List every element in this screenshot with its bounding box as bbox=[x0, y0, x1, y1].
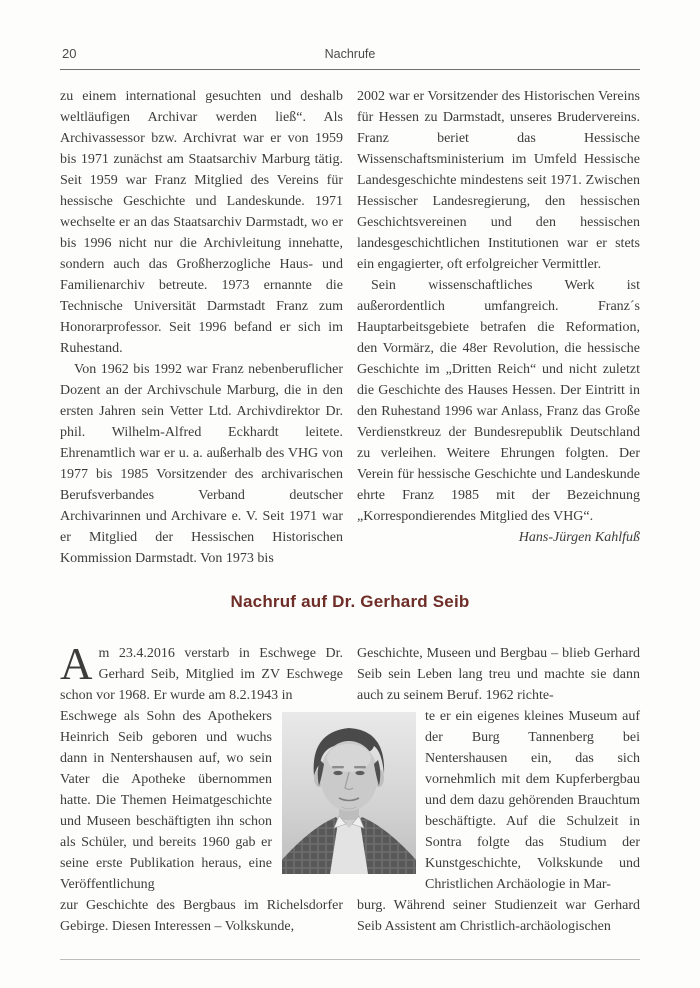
header-rule bbox=[60, 69, 640, 70]
eyebrow bbox=[354, 766, 366, 768]
page-number: 20 bbox=[62, 46, 77, 61]
body-paragraph: burg. Während seiner Studienzeit war Gerhard Seib Assistent am Christlich-archäologischen bbox=[357, 898, 640, 934]
paragraph-text: m 23.4.2016 verstarb in Eschwege Dr. Gerhard Seib, Mitglied im ZV Eschwege schon vor 1968. Er wurde am 8.2.1943 in bbox=[60, 646, 343, 703]
footer-rule bbox=[60, 959, 640, 960]
body-paragraph: 2002 war er Vorsitzender des Historischen Vereins für Hessen zu Darmstadt, unseres Brudervereins. Franz beriet das Hessische Wissenschaftsministerium im Umfeld Hessische Landesgeschichte mindestens seit 1971. Zwischen Hessischer Landesregierung, den hessischen Geschichtsvereinen und den hessischen landesgeschichtlichen Institutionen war er stets ein engagierter, oft erfolgreicher Vermittler. bbox=[357, 89, 640, 272]
body-paragraph: Geschichte, Museen und Bergbau – blieb Gerhard Seib sein Leben lang treu und machte sie dann auch zu seinem Beruf. 1962 richte- bbox=[357, 646, 640, 703]
eye bbox=[355, 771, 364, 775]
obituary-franz-section bbox=[60, 86, 640, 569]
text-wrap-beside-photo bbox=[425, 706, 640, 895]
body-paragraph: Sein wissenschaftliches Werk ist außerordentlich umfangreich. Franz´s Hauptarbeitsgebiete betrafen die Reformation, den Vormärz, die 48er Revolution, die hessische Geschichte im „Dritten Reich“ und nicht zuletzt die Geschichte des Hauses Hessen. Der Eintritt in den Ruhestand 1996 war Anlass, Franz das Große Verdienstkreuz der Bundesrepublik Deutschland zu verleihen. Weitere Ehrungen folgten. Der Verein für hessische Geschichte und Landeskunde ehrte Franz 1985 mit der Bezeichnung „Korrespondierendes Mitglied des VHG“. bbox=[357, 278, 640, 524]
text-wrap-beside-photo bbox=[60, 706, 272, 895]
drop-cap: A bbox=[60, 639, 93, 689]
author-signature: Hans-Jürgen Kahlfuß bbox=[518, 530, 640, 545]
eyebrow bbox=[332, 766, 344, 768]
left-column bbox=[60, 86, 343, 569]
portrait-photo-graphic bbox=[282, 712, 416, 874]
body-paragraph bbox=[60, 639, 343, 706]
running-title: Nachrufe bbox=[324, 47, 376, 61]
body-paragraph: te er ein eigenes kleines Museum auf der Burg Tannenberg bei Nentershausen ein, das sich vornehmlich mit dem Kupferbergbau und dem dazu gehörenden Brauchtum beschäftigte. Auf die Schulzeit in Sontra folgte das Studium der Kunstgeschichte, Volkskunde und Christlichen Archäologie in Mar- bbox=[425, 709, 640, 892]
body-paragraph: zu einem international gesuchten und deshalb weltläufigen Archivar werden ließ“. Als Archivassessor bzw. Archivrat war er von 1959 bis 1971 zunächst am Staatsarchiv Marburg tätig. Seit 1959 war Franz Mitglied des Vereins für hessische Geschichte und Landeskunde. 1971 wechselte er an das Staatsarchiv Darmstadt, wo er bis 1996 nicht nur die Archivleitung innehatte, sondern auch das Großherzogliche Haus- und Familienarchiv betreute. 1973 ernannte die Technische Universität Darmstadt Franz zum Honorarprofessor. Seit 1996 befand er sich im Ruhestand. bbox=[60, 89, 343, 356]
eye bbox=[333, 771, 342, 775]
body-paragraph: zur Geschichte des Bergbaus im Richelsdorfer Gebirge. Diesen Interessen – Volkskunde, bbox=[60, 898, 343, 934]
obituary-seib-title: Nachruf auf Dr. Gerhard Seib bbox=[230, 592, 470, 611]
body-paragraph: Von 1962 bis 1992 war Franz nebenberuflicher Dozent an der Archivschule Marburg, die in den ersten Jahren sein Vetter Ltd. Archivdirektor Dr. phil. Wilhelm-Alfred Eckhardt leitete. Ehrenamtlich war er u. a. außerhalb des VHG von 1977 bis 1985 Vorsitzender des archivarischen Berufsverbandes Verband deutscher Archivarinnen und Archivare e. V. Seit 1971 war er Mitglied der Hessischen Historischen Kommission Darmstadt. Von 1973 bis bbox=[60, 362, 343, 566]
right-column bbox=[357, 86, 640, 569]
body-paragraph: Eschwege als Sohn des Apothekers Heinrich Seib geboren und wuchs dann in Nentershausen auf, wo sein Vater die Apotheke übernommen hatte. Die Themen Heimatgeschichte und Museen beschäftigten ihn schon als Schüler, und bereits 1960 gab er seine erste Publikation heraus, eine Veröffentlichung bbox=[60, 709, 272, 892]
portrait-photo bbox=[282, 712, 416, 874]
